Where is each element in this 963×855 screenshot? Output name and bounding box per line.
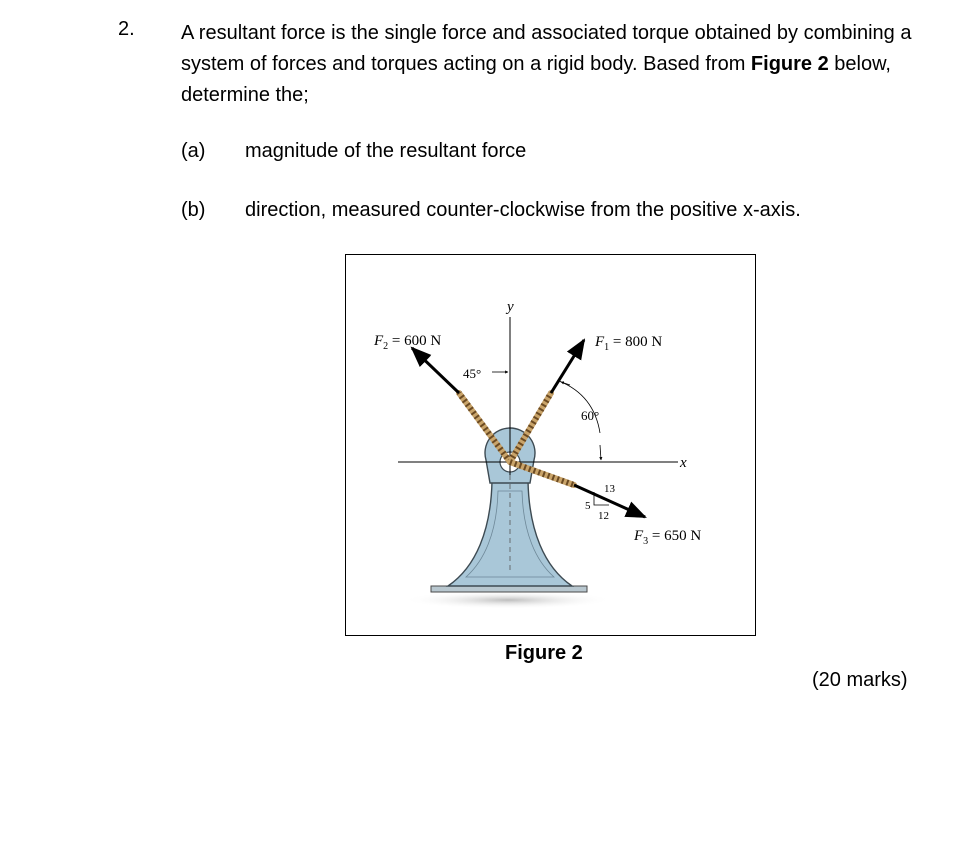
slope-5-label: 5	[585, 500, 591, 512]
f3-label	[633, 528, 701, 547]
figure-caption: Figure 2	[505, 642, 583, 664]
part-b-text: direction, measured counter-clockwise from the positive x-axis.	[245, 199, 801, 221]
axis-y-label: y	[507, 299, 514, 315]
axis-x-label: x	[680, 455, 687, 471]
figure-diagram	[346, 255, 757, 637]
f2-label	[373, 333, 441, 352]
f1-subscript: 1	[604, 342, 610, 353]
part-a-label: (a)	[181, 140, 206, 162]
slope-12-label: 12	[598, 510, 609, 522]
question-text-start: A resultant force is the single force and associated torque obtained by combining a system of forces and torques acting on a rigid body. Based from	[181, 22, 912, 75]
angle-60-label: 60°	[581, 408, 600, 423]
f1-label	[594, 334, 662, 353]
f1-value: = 800 N	[609, 334, 663, 350]
part-a-text: magnitude of the resultant force	[245, 140, 527, 162]
f1-symbol: F	[595, 334, 605, 350]
angle-60-arc	[559, 381, 600, 433]
angle-60-arrow-up	[561, 382, 570, 385]
ground-shadow	[403, 591, 613, 609]
angle-60-arrow-down	[600, 445, 601, 460]
base-plate	[431, 586, 587, 592]
figure-reference: Figure 2	[750, 53, 829, 75]
f3-value: = 650 N	[648, 528, 702, 544]
question-text	[181, 18, 941, 111]
f2-subscript: 2	[383, 341, 389, 352]
part-b-label: (b)	[181, 199, 206, 221]
arrow-f2	[412, 348, 459, 393]
f3-symbol: F	[634, 528, 644, 544]
figure-2	[345, 254, 756, 636]
f2-value: = 600 N	[388, 333, 442, 349]
angle-45-label: 45°	[463, 366, 482, 381]
question-text-end: below, determine the;	[181, 53, 891, 106]
f3-subscript: 3	[643, 536, 649, 547]
f2-symbol: F	[374, 333, 384, 349]
slope-13-label: 13	[604, 483, 615, 495]
marks-label: (20 marks)	[812, 669, 908, 691]
question-number: 2.	[118, 18, 135, 40]
